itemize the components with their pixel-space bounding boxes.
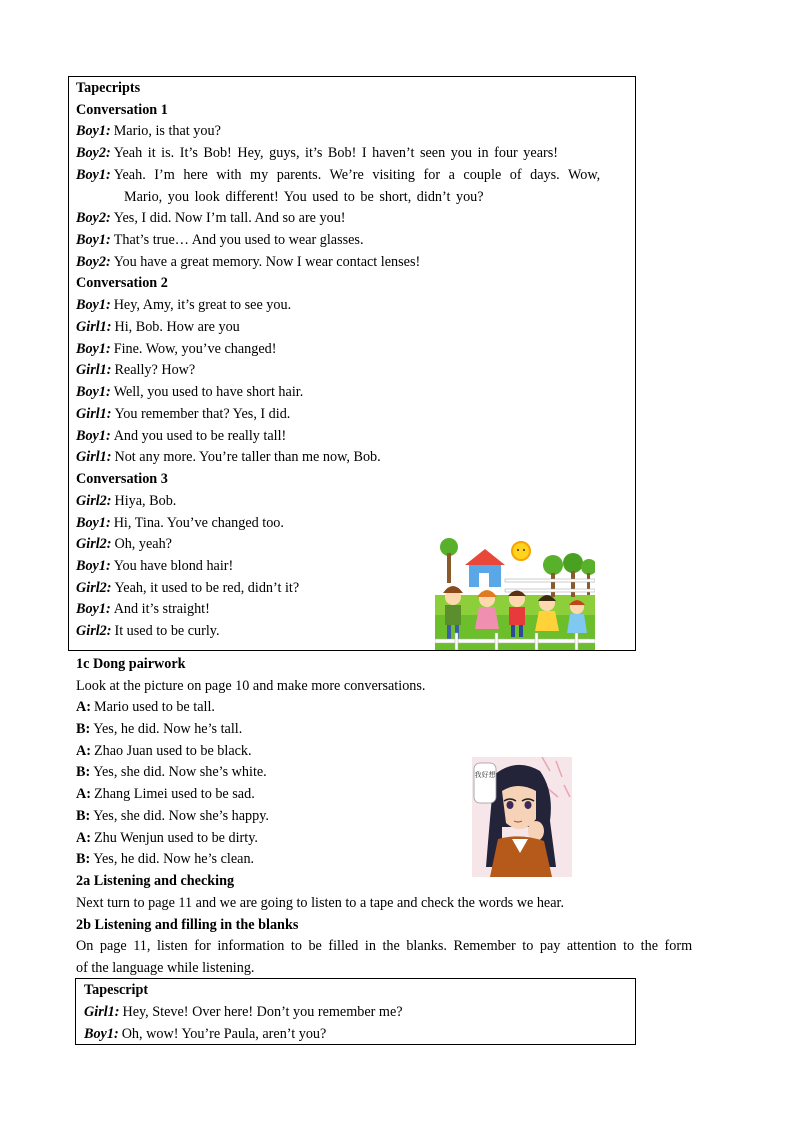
- children-park-illustration: [435, 535, 595, 650]
- section-2a-title: 2a Listening and checking: [76, 873, 235, 889]
- section-2b-title: 2b Listening and filling in the blanks: [76, 917, 299, 933]
- dialogue-line: Boy1: Hey, Amy, it’s great to see you.: [76, 297, 292, 313]
- section-1c-intro: Look at the picture on page 10 and make more conversations.: [76, 678, 426, 694]
- pairwork-line: B: Yes, she did. Now she’s happy.: [76, 808, 269, 824]
- anime-girl-illustration: [472, 757, 572, 877]
- dialogue-line: Boy1: Mario, is that you?: [76, 123, 221, 139]
- dialogue-line: Boy1: Fine. Wow, you’ve changed!: [76, 341, 277, 357]
- dialogue-line: Girl1: Not any more. You’re taller than me now, Bob.: [76, 449, 381, 465]
- pairwork-line: B: Yes, he did. Now he’s tall.: [76, 721, 243, 737]
- dialogue-line: Boy1: And it’s straight!: [76, 601, 210, 617]
- dialogue-line: Girl1: Hey, Steve! Over here! Don’t you remember me?: [84, 1004, 403, 1020]
- dialogue-line: Boy1: That’s true… And you used to wear glasses.: [76, 232, 364, 248]
- dialogue-line: Girl2: Oh, yeah?: [76, 536, 172, 552]
- conversation-1-title: Conversation 1: [76, 102, 168, 118]
- section-2b-text-continued: of the language while listening.: [76, 960, 255, 976]
- dialogue-line: Boy1: Hi, Tina. You’ve changed too.: [76, 515, 284, 531]
- dialogue-line-continued: Mario, you look different! You used to be short, didn’t you?: [124, 189, 484, 205]
- dialogue-line: Girl2: Yeah, it used to be red, didn’t it?: [76, 580, 300, 596]
- dialogue-line: Boy1: You have blond hair!: [76, 558, 234, 574]
- dialogue-line: Girl2: It used to be curly.: [76, 623, 220, 639]
- speech-bubble-text: 我好想: [474, 771, 496, 779]
- dialogue-line: Boy1: And you used to be really tall!: [76, 428, 287, 444]
- conversation-2-title: Conversation 2: [76, 275, 168, 291]
- dialogue-line: Girl2: Hiya, Bob.: [76, 493, 177, 509]
- dialogue-line: Boy2: Yes, I did. Now I’m tall. And so are you!: [76, 210, 346, 226]
- conversation-3-title: Conversation 3: [76, 471, 168, 487]
- pairwork-line: A: Mario used to be tall.: [76, 699, 215, 715]
- pairwork-line: A: Zhu Wenjun used to be dirty.: [76, 830, 258, 846]
- dialogue-line: Boy1: Oh, wow! You’re Paula, aren’t you?: [84, 1026, 327, 1042]
- tapescript-2-heading: Tapescript: [84, 982, 149, 998]
- pairwork-line: A: Zhao Juan used to be black.: [76, 743, 252, 759]
- pairwork-line: B: Yes, she did. Now she’s white.: [76, 764, 267, 780]
- dialogue-line: Boy1: Well, you used to have short hair.: [76, 384, 304, 400]
- dialogue-line: Girl1: Hi, Bob. How are you: [76, 319, 240, 335]
- dialogue-line: Boy2: Yeah it is. It’s Bob! Hey, guys, it’s Bob! I haven’t seen you in four years!: [76, 145, 558, 161]
- tapescript-heading: Tapecripts: [76, 80, 141, 96]
- pairwork-line: A: Zhang Limei used to be sad.: [76, 786, 255, 802]
- section-2a-text: Next turn to page 11 and we are going to listen to a tape and check the words we hear.: [76, 895, 564, 911]
- dialogue-line: Boy1: Yeah. I’m here with my parents. We’re visiting for a couple of days. Wow,: [76, 167, 601, 183]
- dialogue-line: Girl1: Really? How?: [76, 362, 196, 378]
- section-2b-text: On page 11, listen for information to be filled in the blanks. Remember to pay attention to the form: [76, 938, 693, 954]
- dialogue-line: Girl1: You remember that? Yes, I did.: [76, 406, 291, 422]
- dialogue-line: Boy2: You have a great memory. Now I wear contact lenses!: [76, 254, 421, 270]
- pairwork-line: B: Yes, he did. Now he’s clean.: [76, 851, 255, 867]
- section-1c-title: 1c Dong pairwork: [76, 656, 186, 672]
